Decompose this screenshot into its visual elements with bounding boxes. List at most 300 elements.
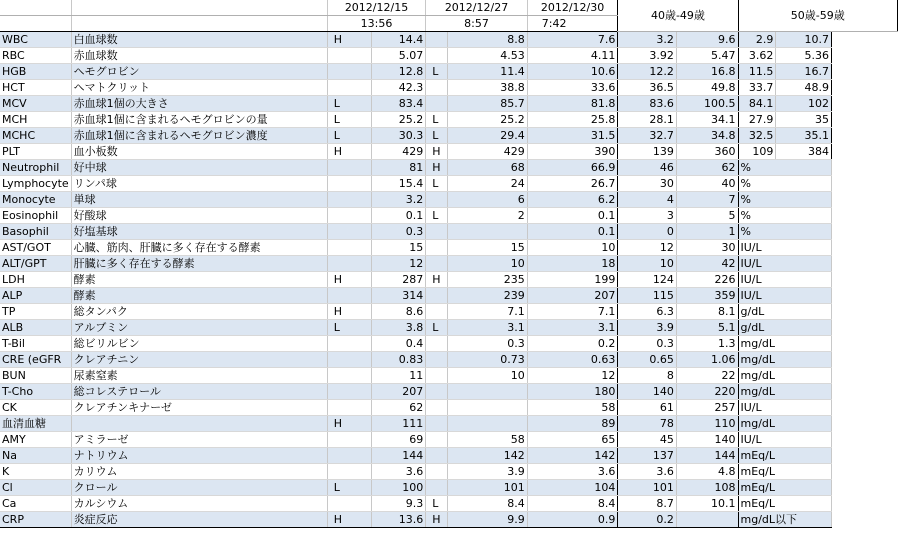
- time-1: 13:56: [327, 16, 426, 32]
- test-code: MCHC: [0, 128, 71, 144]
- range-50s-low: 32.5: [738, 128, 776, 144]
- value-2: 15: [448, 240, 528, 256]
- table-row: [0, 144, 898, 160]
- unit: %: [738, 208, 831, 224]
- value-3: 18: [527, 256, 618, 272]
- range-50s-high: 5.36: [776, 48, 832, 64]
- table-row: [0, 416, 898, 432]
- flag-1: [327, 384, 371, 400]
- value-2: [448, 400, 528, 416]
- range-40s-high: 5: [676, 208, 738, 224]
- value-1: 69: [371, 432, 426, 448]
- test-name: 赤血球1個に含まれるヘモグロビン濃度: [71, 128, 327, 144]
- test-code: Lymphocyte: [0, 176, 71, 192]
- range-40s-high: 10.1: [676, 496, 738, 512]
- blank-cell: [0, 16, 71, 32]
- value-1: 429: [371, 144, 426, 160]
- flag-2: [426, 432, 448, 448]
- table-row: [0, 272, 898, 288]
- range-40s-low: 61: [618, 400, 677, 416]
- test-name: 酵素: [71, 288, 327, 304]
- range-40s-low: 140: [618, 384, 677, 400]
- flag-2: [426, 400, 448, 416]
- flag-1: [327, 256, 371, 272]
- unit: mg/dL以下: [738, 512, 831, 528]
- value-1: 0.3: [371, 224, 426, 240]
- range-40s-high: 220: [676, 384, 738, 400]
- unit: mEq/L: [738, 480, 831, 496]
- value-3: 207: [527, 288, 618, 304]
- flag-2: [426, 336, 448, 352]
- blank-cell: [0, 0, 71, 16]
- flag-1: [327, 448, 371, 464]
- value-2: 8.8: [448, 32, 528, 48]
- test-name: カルシウム: [71, 496, 327, 512]
- flag-2: L: [426, 64, 448, 80]
- value-1: 11: [371, 368, 426, 384]
- test-code: Cl: [0, 480, 71, 496]
- test-name: 総コレステロール: [71, 384, 327, 400]
- value-1: 42.3: [371, 80, 426, 96]
- flag-1: [327, 368, 371, 384]
- value-1: 111: [371, 416, 426, 432]
- value-2: 58: [448, 432, 528, 448]
- range-40s-low: 8: [618, 368, 677, 384]
- unit: mg/dL: [738, 336, 831, 352]
- flag-1: [327, 240, 371, 256]
- flag-2: [426, 352, 448, 368]
- value-3: 142: [527, 448, 618, 464]
- value-1: 314: [371, 288, 426, 304]
- range-40s-high: 34.1: [676, 112, 738, 128]
- value-2: 429: [448, 144, 528, 160]
- flag-2: [426, 288, 448, 304]
- range-40s-high: 108: [676, 480, 738, 496]
- value-2: 101: [448, 480, 528, 496]
- value-2: [448, 224, 528, 240]
- value-2: 10: [448, 256, 528, 272]
- value-2: 85.7: [448, 96, 528, 112]
- flag-2: H: [426, 160, 448, 176]
- test-code: MCV: [0, 96, 71, 112]
- unit: IU/L: [738, 400, 831, 416]
- test-name: 赤血球1個の大きさ: [71, 96, 327, 112]
- test-name: 好塩基球: [71, 224, 327, 240]
- value-1: 100: [371, 480, 426, 496]
- test-code: LDH: [0, 272, 71, 288]
- value-3: 0.2: [527, 336, 618, 352]
- table-row: [0, 224, 898, 240]
- value-1: 287: [371, 272, 426, 288]
- table-row: [0, 288, 898, 304]
- flag-1: L: [327, 128, 371, 144]
- flag-1: [327, 192, 371, 208]
- range-40s-low: 115: [618, 288, 677, 304]
- range-40s-low: 0: [618, 224, 677, 240]
- table-row: [0, 256, 898, 272]
- range-40s-high: [676, 512, 738, 528]
- value-2: 2: [448, 208, 528, 224]
- test-code: HCT: [0, 80, 71, 96]
- test-name: アミラーゼ: [71, 432, 327, 448]
- range-40s-high: 360: [676, 144, 738, 160]
- flag-1: [327, 496, 371, 512]
- flag-2: L: [426, 320, 448, 336]
- range-40s-low: 101: [618, 480, 677, 496]
- flag-1: [327, 208, 371, 224]
- value-1: 12.8: [371, 64, 426, 80]
- flag-2: [426, 416, 448, 432]
- value-2: 142: [448, 448, 528, 464]
- flag-2: [426, 384, 448, 400]
- range-50s-high: 35.1: [776, 128, 832, 144]
- test-code: Na: [0, 448, 71, 464]
- test-code: ALB: [0, 320, 71, 336]
- value-3: 199: [527, 272, 618, 288]
- table-row: [0, 112, 898, 128]
- test-code: Ca: [0, 496, 71, 512]
- table-row: [0, 128, 898, 144]
- range-40s-high: 22: [676, 368, 738, 384]
- flag-1: L: [327, 480, 371, 496]
- value-1: 30.3: [371, 128, 426, 144]
- value-2: 0.73: [448, 352, 528, 368]
- flag-1: [327, 464, 371, 480]
- unit: mg/dL: [738, 352, 831, 368]
- test-code: ALP: [0, 288, 71, 304]
- flag-1: [327, 336, 371, 352]
- test-name: 尿素窒素: [71, 368, 327, 384]
- value-2: 3.1: [448, 320, 528, 336]
- range-40s-low: 45: [618, 432, 677, 448]
- range-40s-low: 3.2: [618, 32, 677, 48]
- test-name: ヘマトクリット: [71, 80, 327, 96]
- flag-1: [327, 160, 371, 176]
- range-40s-high: 4.8: [676, 464, 738, 480]
- date-2: 2012/12/27: [426, 0, 527, 16]
- age-group-40s: 40歳-49歳: [618, 0, 738, 32]
- value-3: 89: [527, 416, 618, 432]
- value-2: 8.4: [448, 496, 528, 512]
- unit: mg/dL: [738, 368, 831, 384]
- value-1: 15.4: [371, 176, 426, 192]
- value-3: 58: [527, 400, 618, 416]
- test-code: CK: [0, 400, 71, 416]
- test-name: アルブミン: [71, 320, 327, 336]
- value-1: 9.3: [371, 496, 426, 512]
- range-40s-high: 42: [676, 256, 738, 272]
- table-row: [0, 336, 898, 352]
- flag-2: L: [426, 208, 448, 224]
- flag-2: H: [426, 272, 448, 288]
- value-3: 180: [527, 384, 618, 400]
- table-row: [0, 368, 898, 384]
- value-1: 3.2: [371, 192, 426, 208]
- value-3: 0.9: [527, 512, 618, 528]
- range-40s-high: 144: [676, 448, 738, 464]
- table-row: [0, 48, 898, 64]
- table-row: [0, 512, 898, 528]
- range-40s-high: 16.8: [676, 64, 738, 80]
- range-50s-high: 102: [776, 96, 832, 112]
- range-40s-high: 1: [676, 224, 738, 240]
- range-50s-low: 11.5: [738, 64, 776, 80]
- value-2: 239: [448, 288, 528, 304]
- value-1: 0.83: [371, 352, 426, 368]
- value-3: 4.11: [527, 48, 618, 64]
- test-name: ナトリウム: [71, 448, 327, 464]
- range-40s-high: 9.6: [676, 32, 738, 48]
- range-50s-low: 27.9: [738, 112, 776, 128]
- test-name: 総ビリルビン: [71, 336, 327, 352]
- range-40s-high: 110: [676, 416, 738, 432]
- range-50s-high: 48.9: [776, 80, 832, 96]
- test-name: 赤血球数: [71, 48, 327, 64]
- range-40s-low: 30: [618, 176, 677, 192]
- unit: g/dL: [738, 304, 831, 320]
- test-code: T-Cho: [0, 384, 71, 400]
- range-50s-high: 16.7: [776, 64, 832, 80]
- unit: IU/L: [738, 256, 831, 272]
- unit: g/dL: [738, 320, 831, 336]
- value-3: 390: [527, 144, 618, 160]
- flag-1: H: [327, 144, 371, 160]
- flag-2: [426, 32, 448, 48]
- value-1: 8.6: [371, 304, 426, 320]
- flag-2: [426, 192, 448, 208]
- value-2: 235: [448, 272, 528, 288]
- test-code: MCH: [0, 112, 71, 128]
- test-code: T-Bil: [0, 336, 71, 352]
- table-row: [0, 208, 898, 224]
- range-40s-low: 8.7: [618, 496, 677, 512]
- blank-cell: [71, 0, 327, 16]
- flag-2: L: [426, 128, 448, 144]
- range-40s-low: 32.7: [618, 128, 677, 144]
- range-40s-high: 140: [676, 432, 738, 448]
- range-50s-low: 109: [738, 144, 776, 160]
- value-3: 25.8: [527, 112, 618, 128]
- value-1: 0.4: [371, 336, 426, 352]
- range-40s-low: 36.5: [618, 80, 677, 96]
- value-3: 7.1: [527, 304, 618, 320]
- range-40s-high: 226: [676, 272, 738, 288]
- test-code: Monocyte: [0, 192, 71, 208]
- value-1: 0.1: [371, 208, 426, 224]
- unit: IU/L: [738, 272, 831, 288]
- test-name: 心臓、筋肉、肝臓に多く存在する酵素: [71, 240, 327, 256]
- range-40s-low: 10: [618, 256, 677, 272]
- unit: mg/dL: [738, 384, 831, 400]
- flag-2: L: [426, 176, 448, 192]
- unit: IU/L: [738, 288, 831, 304]
- table-row: [0, 400, 898, 416]
- test-code: CRE (eGFR: [0, 352, 71, 368]
- value-1: 25.2: [371, 112, 426, 128]
- value-3: 12: [527, 368, 618, 384]
- test-name: ヘモグロビン: [71, 64, 327, 80]
- test-code: CRP: [0, 512, 71, 528]
- flag-1: [327, 176, 371, 192]
- value-3: 3.6: [527, 464, 618, 480]
- test-name: 肝臓に多く存在する酵素: [71, 256, 327, 272]
- test-name: 酵素: [71, 272, 327, 288]
- flag-1: H: [327, 304, 371, 320]
- flag-1: [327, 432, 371, 448]
- table-row: [0, 480, 898, 496]
- test-name: 総タンパク: [71, 304, 327, 320]
- unit: mEq/L: [738, 448, 831, 464]
- test-name: リンパ球: [71, 176, 327, 192]
- value-3: 104: [527, 480, 618, 496]
- range-40s-low: 137: [618, 448, 677, 464]
- test-code: BUN: [0, 368, 71, 384]
- flag-2: H: [426, 144, 448, 160]
- test-name: 赤血球1個に含まれるヘモグロビンの量: [71, 112, 327, 128]
- table-row: [0, 176, 898, 192]
- test-name: クレアチンキナーゼ: [71, 400, 327, 416]
- test-name: [71, 416, 327, 432]
- flag-2: [426, 368, 448, 384]
- value-1: 3.6: [371, 464, 426, 480]
- flag-2: L: [426, 496, 448, 512]
- value-3: 10: [527, 240, 618, 256]
- flag-2: H: [426, 512, 448, 528]
- unit: %: [738, 160, 831, 176]
- flag-1: [327, 48, 371, 64]
- test-code: 血清血糖: [0, 416, 71, 432]
- test-code: RBC: [0, 48, 71, 64]
- range-40s-high: 7: [676, 192, 738, 208]
- range-40s-low: 0.2: [618, 512, 677, 528]
- range-50s-low: 84.1: [738, 96, 776, 112]
- flag-1: [327, 288, 371, 304]
- range-40s-low: 124: [618, 272, 677, 288]
- range-50s-low: 33.7: [738, 80, 776, 96]
- value-2: 38.8: [448, 80, 528, 96]
- value-3: 31.5: [527, 128, 618, 144]
- time-2: 8:57: [426, 16, 527, 32]
- flag-2: [426, 464, 448, 480]
- value-2: 24: [448, 176, 528, 192]
- header-row-dates: [0, 0, 898, 16]
- test-name: クレアチニン: [71, 352, 327, 368]
- table-row: [0, 320, 898, 336]
- table-row: [0, 448, 898, 464]
- test-code: Basophil: [0, 224, 71, 240]
- value-3: 26.7: [527, 176, 618, 192]
- value-1: 14.4: [371, 32, 426, 48]
- range-50s-high: 384: [776, 144, 832, 160]
- test-name: 好中球: [71, 160, 327, 176]
- range-40s-low: 3.9: [618, 320, 677, 336]
- range-40s-high: 8.1: [676, 304, 738, 320]
- value-3: 3.1: [527, 320, 618, 336]
- unit: mEq/L: [738, 496, 831, 512]
- value-1: 83.4: [371, 96, 426, 112]
- test-code: HGB: [0, 64, 71, 80]
- test-name: 単球: [71, 192, 327, 208]
- table-row: [0, 384, 898, 400]
- flag-1: H: [327, 32, 371, 48]
- flag-2: [426, 304, 448, 320]
- value-3: 66.9: [527, 160, 618, 176]
- unit: IU/L: [738, 240, 831, 256]
- test-code: PLT: [0, 144, 71, 160]
- age-group-50s: 50歳-59歳: [738, 0, 897, 32]
- range-40s-low: 139: [618, 144, 677, 160]
- range-40s-high: 5.47: [676, 48, 738, 64]
- value-2: 11.4: [448, 64, 528, 80]
- range-40s-high: 62: [676, 160, 738, 176]
- range-40s-low: 12.2: [618, 64, 677, 80]
- value-2: [448, 416, 528, 432]
- value-2: 68: [448, 160, 528, 176]
- value-3: 7.6: [527, 32, 618, 48]
- range-40s-low: 0.65: [618, 352, 677, 368]
- table-row: [0, 304, 898, 320]
- range-40s-low: 0.3: [618, 336, 677, 352]
- table-row: [0, 240, 898, 256]
- test-name: 血小板数: [71, 144, 327, 160]
- range-40s-low: 3.92: [618, 48, 677, 64]
- flag-1: [327, 224, 371, 240]
- flag-1: L: [327, 112, 371, 128]
- range-40s-high: 359: [676, 288, 738, 304]
- value-1: 207: [371, 384, 426, 400]
- flag-1: [327, 80, 371, 96]
- unit: mg/dL: [738, 416, 831, 432]
- value-2: 0.3: [448, 336, 528, 352]
- flag-2: [426, 224, 448, 240]
- value-2: 3.9: [448, 464, 528, 480]
- range-40s-low: 83.6: [618, 96, 677, 112]
- value-2: 10: [448, 368, 528, 384]
- range-40s-low: 46: [618, 160, 677, 176]
- value-1: 144: [371, 448, 426, 464]
- table-row: [0, 496, 898, 512]
- flag-2: [426, 80, 448, 96]
- value-1: 62: [371, 400, 426, 416]
- value-2: 4.53: [448, 48, 528, 64]
- table-row: [0, 352, 898, 368]
- test-code: K: [0, 464, 71, 480]
- unit: mEq/L: [738, 464, 831, 480]
- value-2: 9.9: [448, 512, 528, 528]
- value-2: 6: [448, 192, 528, 208]
- test-code: TP: [0, 304, 71, 320]
- range-40s-low: 12: [618, 240, 677, 256]
- date-1: 2012/12/15: [327, 0, 426, 16]
- value-1: 81: [371, 160, 426, 176]
- range-40s-low: 6.3: [618, 304, 677, 320]
- flag-1: H: [327, 512, 371, 528]
- flag-1: [327, 400, 371, 416]
- value-2: 29.4: [448, 128, 528, 144]
- unit: IU/L: [738, 432, 831, 448]
- range-40s-high: 1.3: [676, 336, 738, 352]
- range-50s-high: 35: [776, 112, 832, 128]
- flag-1: H: [327, 272, 371, 288]
- value-1: 12: [371, 256, 426, 272]
- value-3: 0.1: [527, 208, 618, 224]
- test-name: 白血球数: [71, 32, 327, 48]
- range-40s-low: 3.6: [618, 464, 677, 480]
- value-2: 25.2: [448, 112, 528, 128]
- test-code: AMY: [0, 432, 71, 448]
- range-50s-high: 10.7: [776, 32, 832, 48]
- flag-2: [426, 256, 448, 272]
